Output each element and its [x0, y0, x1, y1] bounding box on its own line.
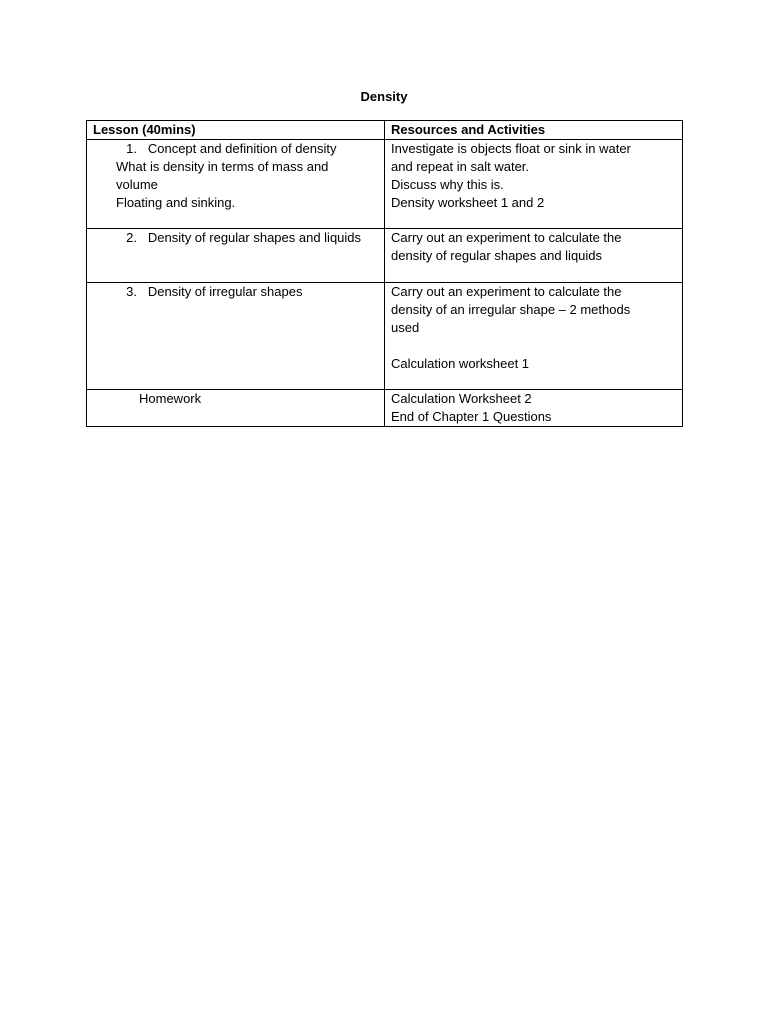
- blank-line: [391, 337, 676, 355]
- lesson-cell: [87, 140, 385, 229]
- lesson-title: Concept and definition of density: [147, 141, 337, 156]
- lesson-plan-table: [86, 120, 683, 427]
- page-title: Density: [360, 89, 408, 104]
- resources-line: and repeat in salt water.: [391, 159, 530, 174]
- resources-line: Calculation Worksheet 2: [391, 391, 532, 406]
- resources-line: Carry out an experiment to calculate the: [391, 284, 622, 299]
- resources-cell: [385, 140, 683, 229]
- lesson-title: Density of regular shapes and liquids: [147, 230, 362, 245]
- lesson-line: volume: [116, 177, 158, 192]
- lesson-number: 1.: [126, 141, 137, 156]
- resources-line: density of regular shapes and liquids: [391, 248, 603, 263]
- lesson-cell: [87, 229, 385, 283]
- resources-line: density of an irregular shape – 2 methods: [391, 302, 631, 317]
- resources-cell: [385, 229, 683, 283]
- lesson-heading: [93, 283, 378, 301]
- table-row: [87, 229, 683, 283]
- lesson-line: Floating and sinking.: [116, 195, 236, 210]
- lesson-number: 2.: [126, 230, 137, 245]
- resources-line: Calculation worksheet 1: [391, 356, 530, 371]
- lesson-title: Density of irregular shapes: [147, 284, 303, 299]
- column-header-resources: Resources and Activities: [385, 121, 683, 140]
- table-row: [87, 140, 683, 229]
- resources-line: Discuss why this is.: [391, 177, 504, 192]
- resources-cell: [385, 283, 683, 390]
- lesson-heading: [93, 229, 378, 247]
- table-row: [87, 283, 683, 390]
- table-row: [87, 390, 683, 427]
- lesson-number: 3.: [126, 284, 137, 299]
- lesson-cell: [87, 390, 385, 427]
- lesson-line: What is density in terms of mass and: [116, 159, 329, 174]
- lesson-cell: [87, 283, 385, 390]
- table-header-row: [87, 121, 683, 140]
- resources-cell: [385, 390, 683, 427]
- column-header-lesson: Lesson (40mins): [87, 121, 385, 140]
- resources-line: Carry out an experiment to calculate the: [391, 230, 622, 245]
- resources-line: Investigate is objects float or sink in water: [391, 141, 631, 156]
- resources-line: Density worksheet 1 and 2: [391, 195, 545, 210]
- resources-line: used: [391, 320, 420, 335]
- homework-label: Homework: [139, 391, 202, 406]
- lesson-heading: [93, 140, 378, 158]
- resources-line: End of Chapter 1 Questions: [391, 409, 552, 424]
